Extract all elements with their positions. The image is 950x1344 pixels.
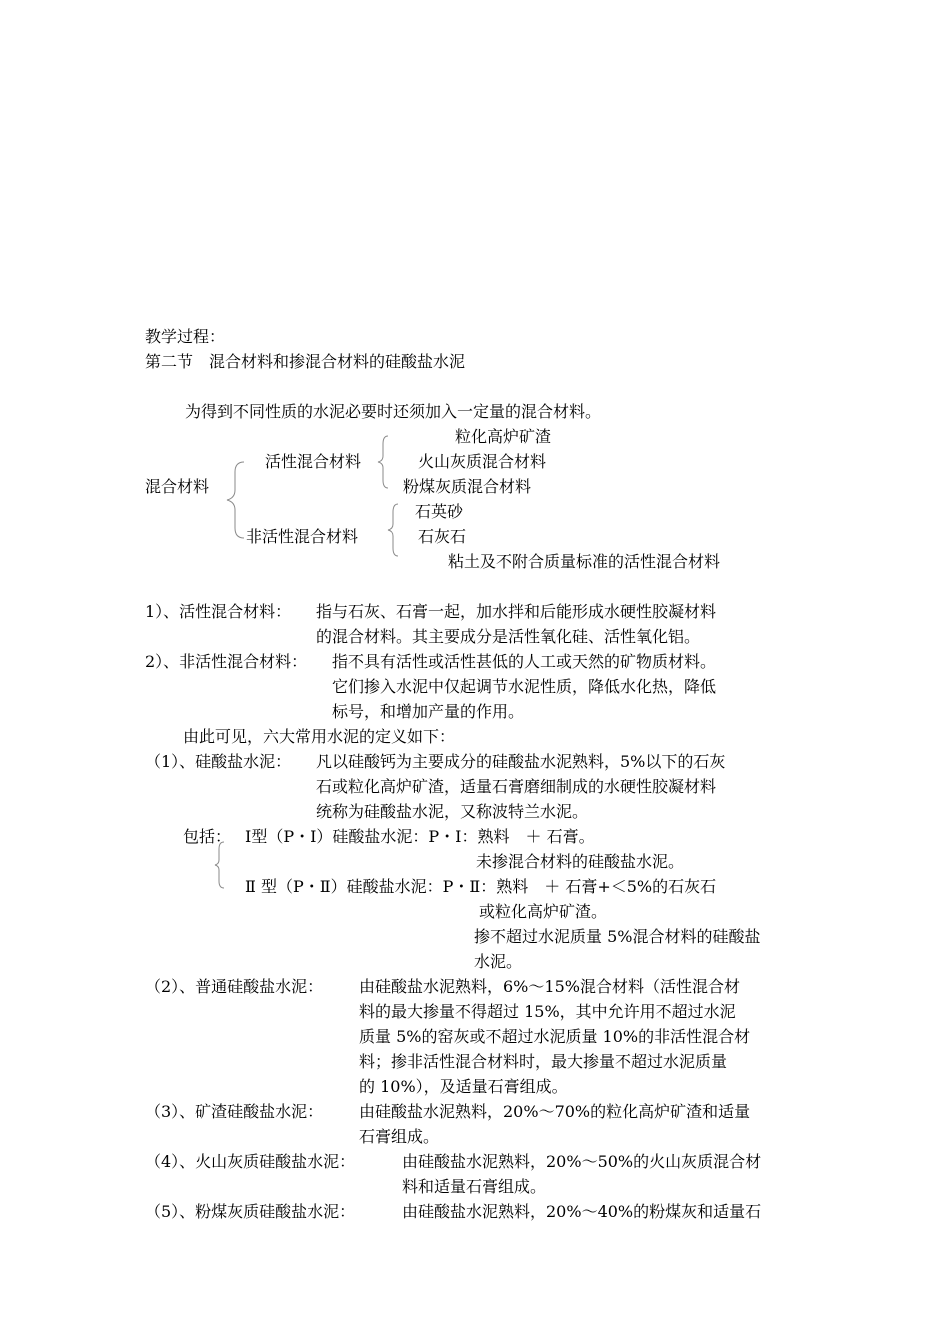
cement-line: 由硅酸盐水泥熟料，6%～15%混合材料（活性混合材: [359, 977, 740, 996]
type-ii-line: 水泥。: [474, 952, 523, 971]
cement-line: 料；掺非活性混合材料时，最大掺量不超过水泥质量: [359, 1052, 728, 1071]
definition-line: 它们掺入水泥中仅起调节水泥性质，降低水化热，降低: [332, 677, 717, 696]
cement-line: 石膏组成。: [359, 1127, 440, 1146]
root-brace: [224, 460, 248, 540]
inactive-item: 石灰石: [418, 527, 467, 546]
type-ii-line: 掺不超过水泥质量 5%混合材料的硅酸盐: [474, 927, 761, 946]
cement-term: （4）、火山灰质硅酸盐水泥：: [145, 1152, 356, 1171]
cement-line: 凡以硅酸钙为主要成分的硅酸盐水泥熟料，5%以下的石灰: [316, 752, 726, 771]
definition-line: 的混合材料。其主要成分是活性氧化硅、活性氧化铝。: [316, 627, 701, 646]
cement-term: （2）、普通硅酸盐水泥：: [145, 977, 324, 996]
cement-term: （3）、矿渣硅酸盐水泥：: [145, 1102, 324, 1121]
cement-term: （1）、硅酸盐水泥：: [145, 752, 292, 771]
active-item: 火山灰质混合材料: [418, 452, 547, 471]
inactive-brace: [384, 502, 404, 558]
active-branch-label: 活性混合材料: [265, 452, 362, 471]
cement-line: 石或粒化高炉矿渣，适量石膏磨细制成的水硬性胶凝材料: [316, 777, 717, 796]
inactive-item: 石英砂: [415, 502, 464, 521]
type-ii-line: 或粒化高炉矿渣。: [479, 902, 608, 921]
summary-line: 由此可见，六大常用水泥的定义如下：: [183, 727, 456, 746]
inactive-branch-label: 非活性混合材料: [246, 527, 359, 546]
cement-line: 质量 5%的窑灰或不超过水泥质量 10%的非活性混合材: [359, 1027, 751, 1046]
cement-line: 统称为硅酸盐水泥，又称波特兰水泥。: [316, 802, 589, 821]
cement-line: 由硅酸盐水泥熟料，20%～50%的火山灰质混合材: [402, 1152, 762, 1171]
definition-line: 标号，和增加产量的作用。: [332, 702, 525, 721]
cement-line: 料的最大掺量不得超过 15%，其中允许用不超过水泥: [359, 1002, 736, 1021]
definition-term: 1）、活性混合材料：: [145, 602, 292, 621]
type-i-note: 未掺混合材料的硅酸盐水泥。: [476, 852, 685, 871]
cement-line: 由硅酸盐水泥熟料，20%～40%的粉煤灰和适量石: [402, 1202, 762, 1221]
section-title: 第二节 混合材料和掺混合材料的硅酸盐水泥: [145, 352, 466, 371]
active-item: 粒化高炉矿渣: [455, 427, 552, 446]
cement-term: （5）、粉煤灰质硅酸盐水泥：: [145, 1202, 356, 1221]
definition-line: 指与石灰、石膏一起，加水拌和后能形成水硬性胶凝材料: [316, 602, 717, 621]
intro-paragraph: 为得到不同性质的水泥必要时还须加入一定量的混合材料。: [185, 402, 602, 421]
includes-brace: [212, 840, 228, 890]
tree-root-label: 混合材料: [145, 477, 210, 496]
includes-label: 包括：: [183, 827, 232, 846]
inactive-item: 粘土及不附合质量标准的活性混合材料: [448, 552, 721, 571]
heading: 教学过程：: [145, 327, 226, 346]
type-ii-line: Ⅱ 型（P・Ⅱ）硅酸盐水泥：P・Ⅱ：熟料 ＋ 石膏+＜5%的石灰石: [245, 877, 717, 896]
type-i-line: Ⅰ型（P・Ⅰ）硅酸盐水泥：P・Ⅰ：熟料 ＋ 石膏。: [245, 827, 595, 846]
cement-line: 由硅酸盐水泥熟料，20%～70%的粒化高炉矿渣和适量: [359, 1102, 751, 1121]
definition-term: 2）、非活性混合材料：: [145, 652, 308, 671]
active-brace: [374, 434, 394, 490]
cement-line: 料和适量石膏组成。: [402, 1177, 547, 1196]
definition-line: 指不具有活性或活性甚低的人工或天然的矿物质材料。: [332, 652, 717, 671]
cement-line: 的 10%），及适量石膏组成。: [359, 1077, 568, 1096]
active-item: 粉煤灰质混合材料: [403, 477, 532, 496]
